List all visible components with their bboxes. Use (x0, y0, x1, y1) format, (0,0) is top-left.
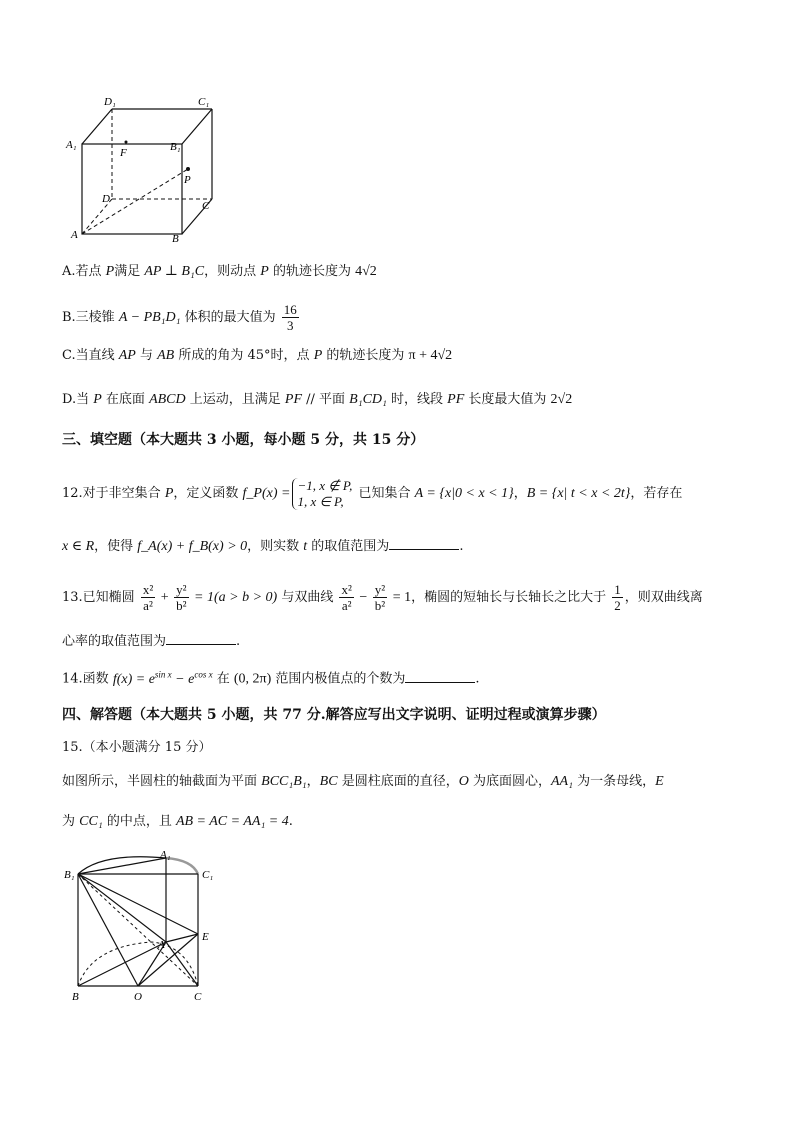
math-condition: AP ⊥ B₁C (144, 264, 205, 279)
q15-text: . (288, 814, 293, 829)
option-c-text: 的轨迹长度为 (322, 348, 409, 363)
math-operator: + (157, 590, 173, 605)
fraction-numerator: 16 (283, 302, 297, 317)
math-tetrahedron: A − PB₁D₁ (118, 310, 181, 325)
section-4-heading: 四、解答题（本大题共 5 小题，共 77 分.解答应写出文字说明、证明过程或演算步骤） (62, 707, 606, 723)
math-operator: = 1 (389, 590, 412, 605)
label-b1: B₁ (64, 869, 75, 881)
question-13 (62, 578, 703, 618)
half-cylinder-figure (62, 850, 222, 1005)
math-e: E (655, 774, 664, 789)
q14-text: 范围内极值点的个数为 (271, 671, 406, 687)
math-exponent: cos x (194, 669, 213, 679)
answer-blank[interactable] (405, 668, 475, 683)
fraction-denominator: a² (341, 598, 352, 613)
math-inequality: f_A(x) + f_B(x) > 0 (137, 539, 248, 554)
q13-text: 与双曲线 (277, 590, 338, 605)
math-value: 4√2 (355, 264, 377, 279)
fraction-numerator: y² (374, 582, 386, 597)
option-c-text: 所成的角为 45°时，点 (174, 348, 314, 363)
q15-text: 为底面圆心， (468, 774, 551, 789)
point-f (125, 141, 128, 144)
option-b-text: B.三棱锥 (62, 310, 119, 325)
q12-text: ， (513, 486, 527, 501)
base-arc-hidden (78, 942, 198, 986)
fraction-1-2 (612, 582, 623, 613)
label-p: P (184, 174, 191, 186)
math-aa1: AA₁ (550, 774, 573, 789)
fraction-16-3 (282, 302, 299, 333)
option-a-text: ，则动点 (204, 264, 261, 279)
q12-text: 的取值范围为 (307, 539, 390, 554)
math-abcd: ABCD (149, 392, 186, 407)
math-x-in-r: x ∈ R (62, 539, 95, 554)
math-part: − e (171, 671, 195, 687)
fraction-numerator: y² (176, 582, 187, 597)
top-arc-right (166, 858, 198, 874)
math-value: 2√2 (550, 392, 573, 407)
option-d (62, 390, 572, 410)
q12-text: 12.对于非空集合 (62, 486, 165, 501)
fraction-denominator: b² (374, 598, 386, 613)
cube-edge-a1d1 (82, 109, 112, 144)
question-13-line-2 (62, 630, 240, 652)
math-t: t (303, 539, 308, 554)
option-b (62, 298, 301, 338)
option-d-text: 时，线段 (386, 392, 448, 407)
label-c1: C₁ (202, 869, 214, 881)
math-ap: AP (118, 348, 136, 363)
fraction-x2-a2 (339, 582, 353, 613)
math-set-a: A = {x|0 < x < 1} (414, 486, 514, 501)
q15-text: 为一条母线， (572, 774, 656, 789)
math-p: P (93, 392, 102, 407)
math-condition: = 1(a > b > 0) (190, 590, 278, 605)
option-a-text: 满足 (114, 264, 145, 279)
option-c (62, 346, 452, 366)
math-pf: PF (284, 392, 302, 407)
math-equation: AB = AC = AA₁ = 4 (175, 814, 289, 829)
math-plane: BCC₁B₁ (261, 774, 307, 789)
option-d-text: // 平面 (302, 392, 350, 407)
math-function (112, 669, 213, 687)
q12-text: ，若存在 (630, 486, 683, 501)
math-function: f_P(x) = (242, 486, 291, 501)
fraction-numerator: x² (142, 582, 154, 597)
answer-blank[interactable] (166, 630, 236, 645)
option-a (62, 262, 377, 282)
segment-b1a (78, 874, 166, 942)
q13-text: ，椭圆的短轴长与长轴长之比大于 (411, 590, 611, 605)
segment-b1e (78, 874, 198, 934)
question-14 (62, 664, 480, 690)
math-operator: − (355, 590, 371, 605)
segment-b1c-hidden (78, 874, 198, 986)
math-o: O (458, 774, 469, 789)
math-pf: PF (447, 392, 465, 407)
label-a1: A₁ (66, 139, 77, 151)
option-a-text: A.若点 (62, 264, 106, 279)
fraction-y2-b2 (174, 582, 188, 613)
segment-ap (82, 169, 188, 234)
math-p: P (313, 348, 323, 363)
label-e: E (202, 931, 209, 943)
q13-text: 13.已知椭圆 (62, 590, 139, 605)
fraction-denominator: 2 (614, 598, 621, 613)
label-o: O (134, 991, 142, 1003)
option-c-text: 与 (135, 348, 158, 363)
point-p (186, 167, 190, 171)
label-b1: B₁ (170, 141, 181, 153)
fraction-denominator: b² (176, 598, 187, 613)
cube-front-face (82, 144, 182, 234)
q12-text: ，则实数 (247, 539, 304, 554)
q15-text: 的中点，且 (102, 814, 176, 829)
label-d: D (102, 193, 110, 205)
math-p: P (164, 486, 174, 501)
label-b: B (172, 233, 179, 244)
piecewise-brace (292, 478, 352, 510)
math-cc1: CC₁ (79, 814, 103, 829)
q14-text: 在 (212, 671, 234, 687)
q14-text: 14.函数 (62, 671, 113, 687)
label-a: A (71, 229, 78, 241)
fraction-y2-b2 (373, 582, 387, 613)
fraction-numerator: 1 (614, 582, 621, 597)
section-3-heading: 三、填空题（本大题共 3 小题，每小题 5 分，共 15 分） (62, 432, 425, 448)
option-d-text: 上运动，且满足 (185, 392, 285, 407)
question-12-line-2 (62, 535, 463, 557)
q12-text: ，定义函数 (173, 486, 243, 501)
piecewise-case-2: 1, x ∈ P, (297, 493, 344, 509)
question-15-line-2 (62, 812, 293, 832)
q14-text: . (475, 671, 480, 687)
fraction-numerator: x² (341, 582, 352, 597)
question-12 (62, 474, 682, 514)
label-f: F (120, 147, 127, 159)
option-c-text: C.当直线 (62, 348, 119, 363)
math-part: f(x) = e (112, 671, 155, 687)
label-c: C (202, 200, 210, 212)
cube-edge-b1c1 (182, 109, 212, 144)
math-p: P (105, 264, 115, 279)
option-d-text: 在底面 (101, 392, 150, 407)
piecewise-case-1: −1, x ∉ P, (297, 477, 353, 493)
fraction-denominator: a² (143, 598, 153, 613)
option-a-text: 的轨迹长度为 (268, 264, 356, 279)
q15-text: 如图所示，半圆柱的轴截面为平面 (62, 774, 262, 789)
label-b: B (72, 991, 79, 1003)
q12-text: . (459, 539, 464, 554)
q15-text: 是圆柱底面的直径， (337, 774, 459, 789)
label-a1: A₁ (160, 850, 171, 861)
math-interval: (0, 2π) (233, 671, 272, 687)
math-set-b: B = {x| t < x < 2t} (526, 486, 631, 501)
math-value: π + 4√2 (408, 348, 453, 363)
q12-text: 已知集合 (354, 486, 415, 501)
fraction-x2-a2 (141, 582, 155, 613)
math-p: P (260, 264, 269, 279)
q13-text: 心率的取值范围为 (62, 634, 167, 649)
math-bc: BC (319, 774, 338, 789)
math-ab: AB (157, 348, 175, 363)
math-plane: B₁CD₁ (349, 392, 387, 407)
q15-text: ， (306, 774, 320, 789)
label-d1: D₁ (104, 96, 116, 108)
option-b-text: 体积的最大值为 (180, 310, 280, 325)
label-c: C (194, 991, 202, 1003)
label-c1: C₁ (198, 96, 210, 108)
question-15-header: 15.（本小题满分 15 分） (62, 740, 212, 755)
q12-text: ，使得 (94, 539, 138, 554)
q13-text: . (236, 634, 241, 649)
q15-text: 为 (62, 814, 80, 829)
label-a: A (158, 939, 165, 951)
cube-figure (62, 92, 222, 244)
math-exponent: sin x (154, 669, 172, 679)
answer-blank[interactable] (389, 535, 459, 550)
option-d-text: 长度最大值为 (464, 392, 551, 407)
q13-text: ，则双曲线离 (624, 590, 703, 605)
question-15-line-1 (62, 772, 664, 792)
fraction-denominator: 3 (287, 318, 294, 333)
option-d-text: D.当 (62, 392, 94, 407)
